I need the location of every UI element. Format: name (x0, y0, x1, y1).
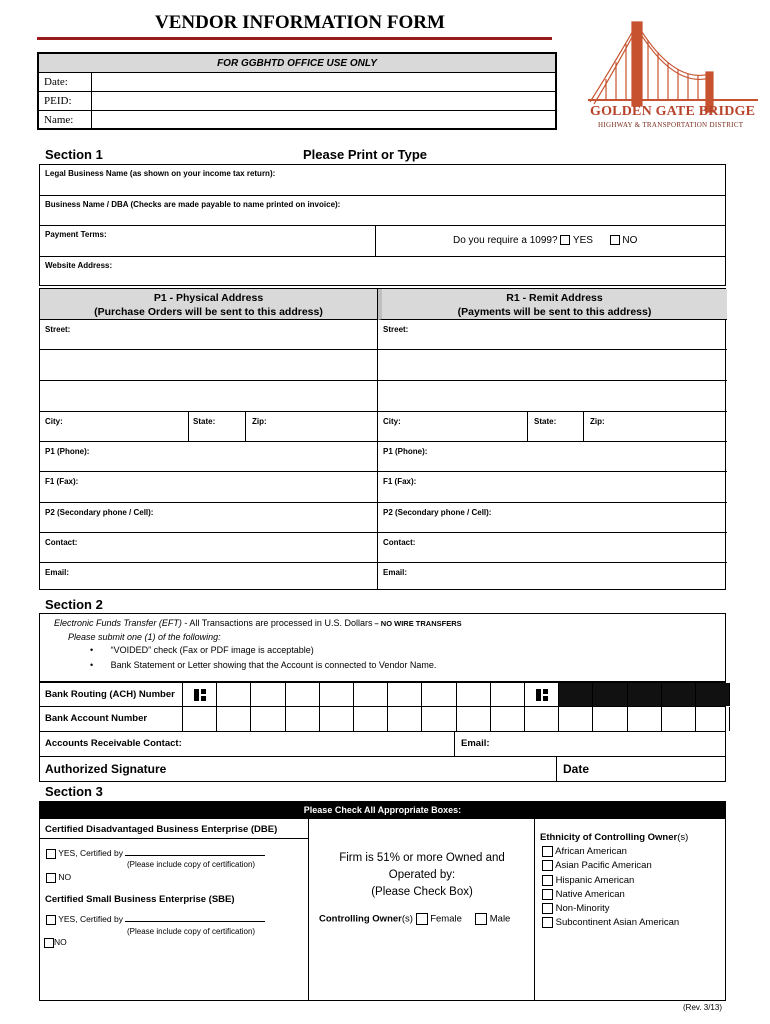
dbe-include-note: (Please include copy of certification) (127, 860, 256, 869)
fax-label: F1 (Fax): (383, 477, 417, 486)
sbe-label: Certified Small Business Enterprise (SBE) (45, 894, 235, 905)
address-block (39, 288, 726, 590)
payment-terms-label: Payment Terms: (45, 230, 107, 239)
phone-label: P1 (Phone): (45, 447, 90, 456)
q1099-label: Do you require a 1099? (453, 235, 558, 246)
routing-marker (183, 683, 217, 706)
digit-box[interactable] (251, 683, 285, 706)
account-label: Bank Account Number (40, 707, 183, 731)
section3-box (39, 801, 726, 1001)
yes-1099-checkbox[interactable] (560, 235, 570, 245)
yes-cert-label: YES, Certified by (58, 914, 123, 924)
dba-field[interactable] (40, 196, 725, 226)
remit-cell-field[interactable] (378, 503, 727, 533)
section1-label: Section 1 (45, 147, 103, 162)
email-label: Email: (45, 568, 70, 577)
bullet-1-text: “VOIDED” check (Fax or PDF image is acceptable) (110, 645, 314, 655)
section1-form (39, 164, 726, 286)
website-field[interactable] (40, 257, 725, 287)
ethnicity-checkbox[interactable] (542, 875, 553, 886)
sbe-no-checkbox[interactable] (44, 938, 54, 948)
remit-street-field-2[interactable] (378, 350, 727, 381)
title-rule (37, 37, 552, 40)
remit-address-header (378, 289, 727, 320)
remit-email-field[interactable] (378, 563, 727, 591)
no-label: NO (58, 872, 72, 882)
section3-header: Please Check All Appropriate Boxes: (40, 802, 725, 819)
phone-label: P1 (Phone): (383, 447, 428, 456)
digit-box[interactable] (320, 707, 354, 731)
street-label: Street: (383, 325, 409, 334)
ar-row (39, 731, 726, 757)
contact-label: Contact: (45, 538, 78, 547)
yes-cert-label: YES, Certified by (58, 848, 123, 858)
remit-phone-field[interactable] (378, 442, 727, 472)
digit-box[interactable] (593, 707, 627, 731)
controlling-owner-label: Controlling Owner (319, 913, 402, 925)
digit-box[interactable] (354, 683, 388, 706)
digit-box[interactable] (457, 683, 491, 706)
p1-title: P1 - Physical Address (153, 292, 264, 304)
male-checkbox[interactable] (475, 913, 487, 925)
signature-label: Authorized Signature (45, 762, 167, 776)
micr-transit-icon (536, 689, 548, 701)
submit-note: Please submit one (1) of the following: (68, 632, 221, 642)
firm-line-3: (Please Check Box) (371, 886, 473, 898)
digit-box[interactable] (457, 707, 491, 731)
ethnicity-list (542, 845, 679, 931)
routing-marker (525, 683, 559, 706)
revision-note: (Rev. 3/13) (683, 1003, 722, 1012)
digit-box[interactable] (559, 683, 593, 706)
digit-box[interactable] (217, 683, 251, 706)
logo-name: GOLDEN GATE BRIDGE (590, 104, 756, 119)
digit-box[interactable] (422, 683, 456, 706)
male-label: Male (489, 913, 511, 925)
firm-line-1: Firm is 51% or more Owned and (339, 852, 505, 864)
bullet-2-text: Bank Statement or Letter showing that the Account is connected to Vendor Name. (110, 660, 437, 670)
office-row-peid[interactable] (39, 92, 555, 111)
ethnicity-heading (540, 832, 688, 843)
ethnicity-checkbox[interactable] (542, 917, 553, 928)
ar-contact-label: Accounts Receivable Contact: (45, 738, 182, 749)
signature-row (39, 756, 726, 782)
zip-label: Zip: (252, 417, 267, 426)
digit-box[interactable] (183, 707, 217, 731)
form-title: VENDOR INFORMATION FORM (155, 12, 445, 33)
ethnicity-option-label: Hispanic American (555, 874, 635, 886)
ethnicity-checkbox[interactable] (542, 889, 553, 900)
ethnicity-option-label: Asian Pacific American (555, 860, 652, 872)
eft-title: Electronic Funds Transfer (EFT) (54, 618, 182, 628)
phone-field[interactable] (40, 442, 377, 472)
digit-box[interactable] (251, 707, 285, 731)
street-field[interactable] (40, 320, 377, 350)
section3-label: Section 3 (45, 784, 103, 799)
ethnicity-option-label: Subcontinent Asian American (555, 917, 680, 929)
dbe-certifier-line[interactable] (125, 855, 265, 856)
fax-field[interactable] (40, 472, 377, 503)
physical-address-header (40, 289, 377, 320)
state-label: State: (193, 417, 216, 426)
office-use-header: FOR GGBHTD OFFICE USE ONLY (39, 54, 555, 73)
contact-label: Contact: (383, 538, 416, 547)
dbe-yes-checkbox[interactable] (46, 849, 56, 859)
ethnicity-option[interactable] (542, 888, 679, 902)
controlling-owner-suffix: (s) (401, 913, 413, 925)
digit-box[interactable] (662, 683, 696, 706)
cell-label: P2 (Secondary phone / Cell): (383, 508, 492, 517)
routing-label: Bank Routing (ACH) Number (40, 683, 183, 706)
sbe-include-note: (Please include copy of certification) (127, 927, 256, 936)
remit-contact-field[interactable] (378, 533, 727, 563)
routing-row (39, 682, 726, 707)
ethnicity-option[interactable] (542, 859, 679, 873)
ethnicity-option[interactable] (542, 902, 679, 916)
p1-subtitle: (Purchase Orders will be sent to this address) (94, 306, 323, 318)
bank-info (39, 682, 726, 782)
ethnicity-suffix: (s) (677, 832, 689, 843)
eft-instructions (39, 613, 726, 682)
ethnicity-checkbox[interactable] (542, 903, 553, 914)
cell-label: P2 (Secondary phone / Cell): (45, 508, 154, 517)
digit-box[interactable] (491, 683, 525, 706)
eft-text: - All Transactions are processed in U.S. Dollars (181, 618, 373, 628)
office-label: Date: (39, 73, 92, 91)
account-row (39, 706, 726, 732)
digit-box[interactable] (320, 683, 354, 706)
office-label: PEID: (39, 92, 92, 110)
no-wire-note: – NO WIRE TRANSFERS (372, 619, 462, 628)
divider (375, 226, 376, 256)
r1-title: R1 - Remit Address (506, 292, 603, 304)
digit-box[interactable] (286, 683, 320, 706)
remit-address-col (378, 289, 727, 589)
digit-box[interactable] (491, 707, 525, 731)
remit-street-field[interactable] (378, 320, 727, 350)
ethnicity-option-label: Non-Minority (555, 903, 610, 915)
dbe-no-checkbox[interactable] (46, 873, 56, 883)
r1-subtitle: (Payments will be sent to this address) (457, 306, 652, 318)
payment-terms-row (40, 226, 725, 257)
office-row-date[interactable] (39, 73, 555, 92)
sbe-yes-row (46, 914, 265, 925)
print-note: Please Print or Type (303, 147, 428, 162)
no-1099-checkbox[interactable] (610, 235, 620, 245)
dbe-yes-row (46, 848, 265, 859)
date-label: Date (563, 762, 590, 776)
digit-box[interactable] (696, 683, 730, 706)
dbe-no-row (46, 872, 71, 883)
ar-email-label: Email: (461, 738, 490, 749)
email-field[interactable] (40, 563, 377, 591)
ethnicity-option-label: African American (555, 846, 627, 857)
eft-line (54, 618, 462, 628)
legal-name-label: Legal Business Name (as shown on your income tax return): (45, 169, 276, 178)
office-label: Name: (39, 111, 92, 130)
bullet-1: • “VOIDED” check (Fax or PDF image is acceptable) (90, 645, 314, 655)
zip-label: Zip: (590, 417, 605, 426)
email-label: Email: (383, 568, 408, 577)
female-label: Female (430, 913, 462, 925)
dbe-label: Certified Disadvantaged Business Enterprise (DBE) (45, 824, 278, 835)
micr-transit-icon (194, 689, 206, 701)
ethnicity-option[interactable] (542, 845, 679, 859)
office-use-box (37, 52, 557, 130)
sbe-certifier-line[interactable] (125, 921, 265, 922)
digit-box[interactable] (525, 707, 559, 731)
digit-box[interactable] (559, 707, 593, 731)
remit-fax-field[interactable] (378, 472, 727, 503)
website-label: Website Address: (45, 261, 113, 270)
remit-city-state-zip-row (378, 412, 727, 442)
digit-box[interactable] (593, 683, 627, 706)
city-label: City: (45, 417, 63, 426)
digit-box[interactable] (662, 707, 696, 731)
digit-box[interactable] (217, 707, 251, 731)
digit-box[interactable] (354, 707, 388, 731)
ethnicity-option[interactable] (542, 874, 679, 888)
female-checkbox[interactable] (416, 913, 428, 925)
firm-ownership-note (310, 850, 534, 901)
controlling-owner-row (319, 913, 510, 925)
digit-box[interactable] (388, 707, 422, 731)
state-label: State: (534, 417, 557, 426)
digit-box[interactable] (388, 683, 422, 706)
logo-subtitle: HIGHWAY & TRANSPORTATION DISTRICT (598, 121, 744, 129)
no-label: NO (54, 937, 67, 947)
yes-label: YES (572, 235, 593, 246)
remit-street-field-3[interactable] (378, 381, 727, 412)
firm-line-2: Operated by: (388, 869, 456, 881)
section2-label: Section 2 (45, 597, 103, 612)
dba-label: Business Name / DBA (Checks are made payable to name printed on invoice): (45, 200, 341, 209)
digit-box[interactable] (628, 683, 662, 706)
cell-field[interactable] (40, 503, 377, 533)
ethnicity-label: Ethnicity of Controlling Owner (540, 832, 678, 843)
no-label: NO (622, 235, 638, 246)
digit-box[interactable] (286, 707, 320, 731)
legal-name-field[interactable] (40, 165, 725, 196)
street-label: Street: (45, 325, 71, 334)
bullet-2: • Bank Statement or Letter showing that the Account is connected to Vendor Name. (90, 660, 437, 670)
street-field-3[interactable] (40, 381, 377, 412)
city-label: City: (383, 417, 401, 426)
sbe-yes-checkbox[interactable] (46, 915, 56, 925)
digit-box[interactable] (422, 707, 456, 731)
street-field-2[interactable] (40, 350, 377, 381)
digit-box[interactable] (628, 707, 662, 731)
contact-field[interactable] (40, 533, 377, 563)
fax-label: F1 (Fax): (45, 477, 79, 486)
q1099-row (453, 235, 637, 246)
ethnicity-checkbox[interactable] (542, 860, 553, 871)
sbe-no-row (44, 937, 67, 948)
digit-box[interactable] (696, 707, 730, 731)
ethnicity-checkbox[interactable] (542, 846, 553, 857)
office-row-name[interactable] (39, 111, 555, 130)
ethnicity-option-label: Native American (555, 888, 625, 900)
city-state-zip-row (40, 412, 377, 442)
ethnicity-option[interactable] (542, 916, 679, 930)
physical-address-col (40, 289, 378, 589)
